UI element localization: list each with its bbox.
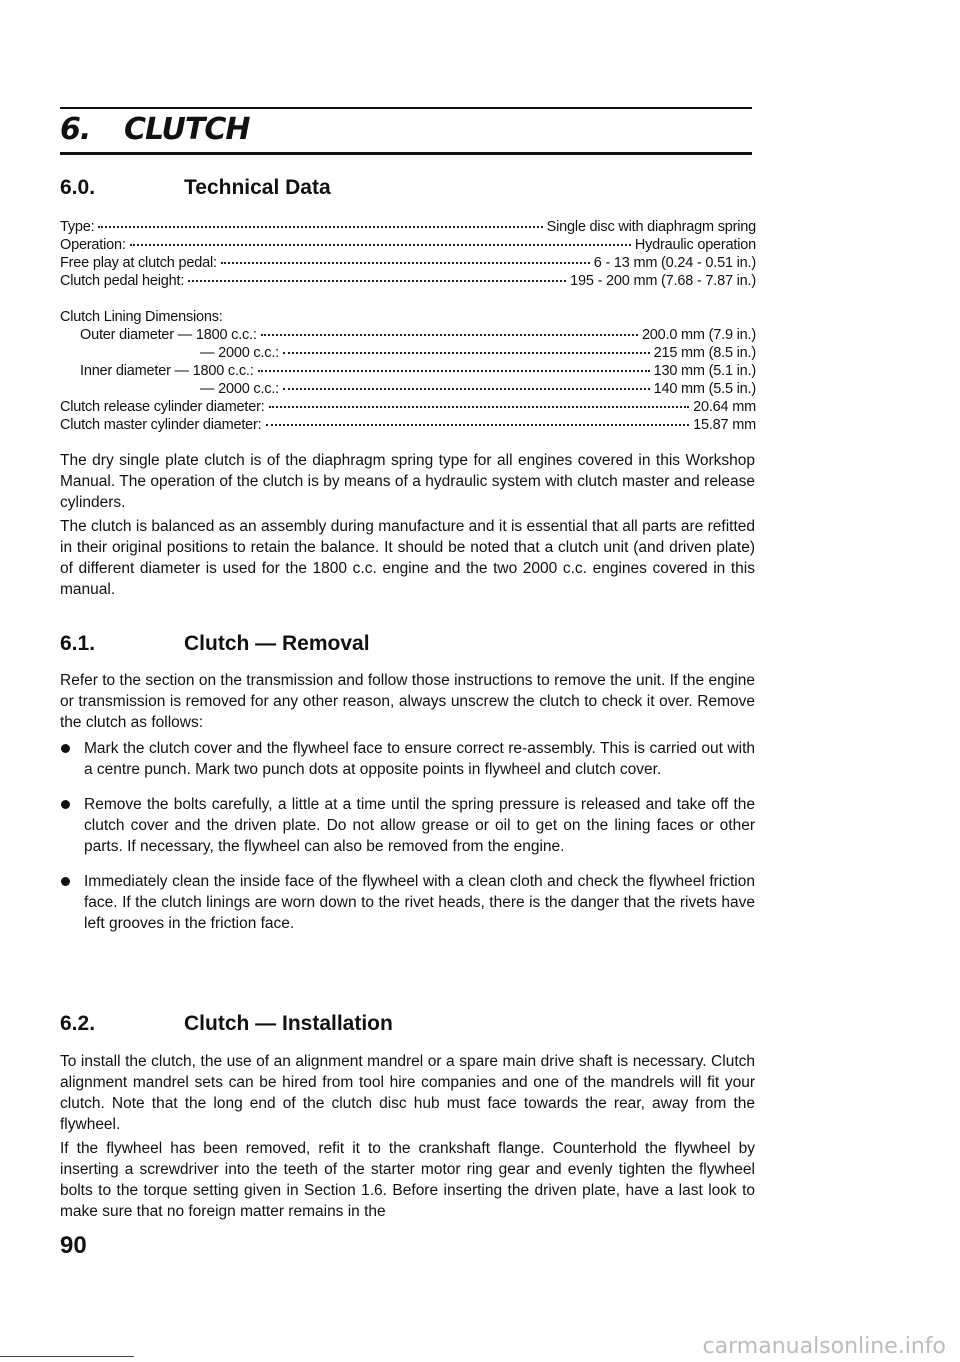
section-number: 6.0. [60,176,96,199]
header-bottom-rule [60,152,752,155]
removal-steps-list [60,738,755,948]
section-number: 6.2. [60,1012,96,1035]
spec-row: Free play at clutch pedal: 6 - 13 mm (0.24 - 0.51 in.) [60,255,756,271]
paragraph: If the flywheel has been removed, refit it to the crankshaft flange. Counterhold the flywheel by inserting a screwdriver into the teeth of the starter motor ring gear and evenly tighten the flywheel bolts to the torque setting given in Section 1.6. Before inserting the driven plate, have a last look to make sure that no foreign matter remains in the [60,1140,755,1220]
section-title: Clutch — Removal [184,632,370,655]
spec-row: Operation: Hydraulic operation [60,237,756,253]
lining-title: Clutch Lining Dimensions: [60,309,223,325]
header-top-rule [60,107,752,109]
paragraph: To install the clutch, the use of an alignment mandrel or a spare main drive shaft is necessary. Clutch alignment mandrel sets can be hired from tool hire companies and one of the mandrels will fit your clutch. Note that the long end of the clutch disc hub must face towards the rear, away from the flywheel. [60,1053,755,1133]
spec-row: Clutch pedal height: 195 - 200 mm (7.68 - 7.87 in.) [60,273,756,289]
spec-row: Type: Single disc with diaphragm spring [60,219,756,235]
bottom-edge-line [0,1356,134,1357]
paragraph: The clutch is balanced as an assembly during manufacture and it is essential that all parts are refitted in their original positions to retain the balance. It should be noted that a clutch unit (and driven plate) of different diameter is used for the 1800 c.c. engine and the two 2000 c.c. engines covered in this manual. [60,518,755,598]
spec-table-lining [60,308,756,434]
section-title: Clutch — Installation [184,1012,393,1035]
chapter-title: CLUTCH [124,112,250,147]
spec-row: — 2000 c.c.: 215 mm (8.5 in.) [200,345,756,361]
chapter-number: 6. [60,112,91,147]
list-item: Immediately clean the inside face of the flywheel with a clean cloth and check the flywheel friction face. If the clutch linings are worn down to the rivet heads, there is the danger that the rivets have left grooves in the friction face. [60,871,755,934]
spec-row: — 2000 c.c.: 140 mm (5.5 in.) [200,381,756,397]
watermark: carmanualsonline.info [702,1334,946,1359]
paragraph: The dry single plate clutch is of the diaphragm spring type for all engines covered in this Workshop Manual. The operation of the clutch is by means of a hydraulic system with clutch master and release cylinders. [60,452,755,511]
page-number: 90 [60,1232,87,1259]
section-title: Technical Data [184,176,331,199]
section-heading-technical-data [60,176,752,200]
spec-table-general [60,218,756,290]
spec-row: Clutch release cylinder diameter: 20.64 mm [60,399,756,415]
paragraph: Refer to the section on the transmission and follow those instructions to remove the unit. If the engine or transmission is removed for any other reason, always unscrew the clutch to check it over. Remove the clutch as follows: [60,672,755,731]
spec-row: Clutch master cylinder diameter: 15.87 mm [60,417,756,433]
section-heading-clutch-removal [60,632,752,656]
section-number: 6.1. [60,632,96,655]
chapter-header [60,112,752,148]
list-item: Mark the clutch cover and the flywheel face to ensure correct re-assembly. This is carried out with a centre punch. Mark two punch dots at opposite points in flywheel and clutch cover. [60,738,755,780]
spec-row: Outer diameter — 1800 c.c.: 200.0 mm (7.9 in.) [80,327,756,343]
section-heading-clutch-installation [60,1012,752,1036]
list-item: Remove the bolts carefully, a little at a time until the spring pressure is released and take off the clutch cover and the driven plate. Do not allow grease or oil to get on the lining faces or other parts. If necessary, the flywheel can also be removed from the engine. [60,794,755,857]
spec-row: Inner diameter — 1800 c.c.: 130 mm (5.1 in.) [80,363,756,379]
